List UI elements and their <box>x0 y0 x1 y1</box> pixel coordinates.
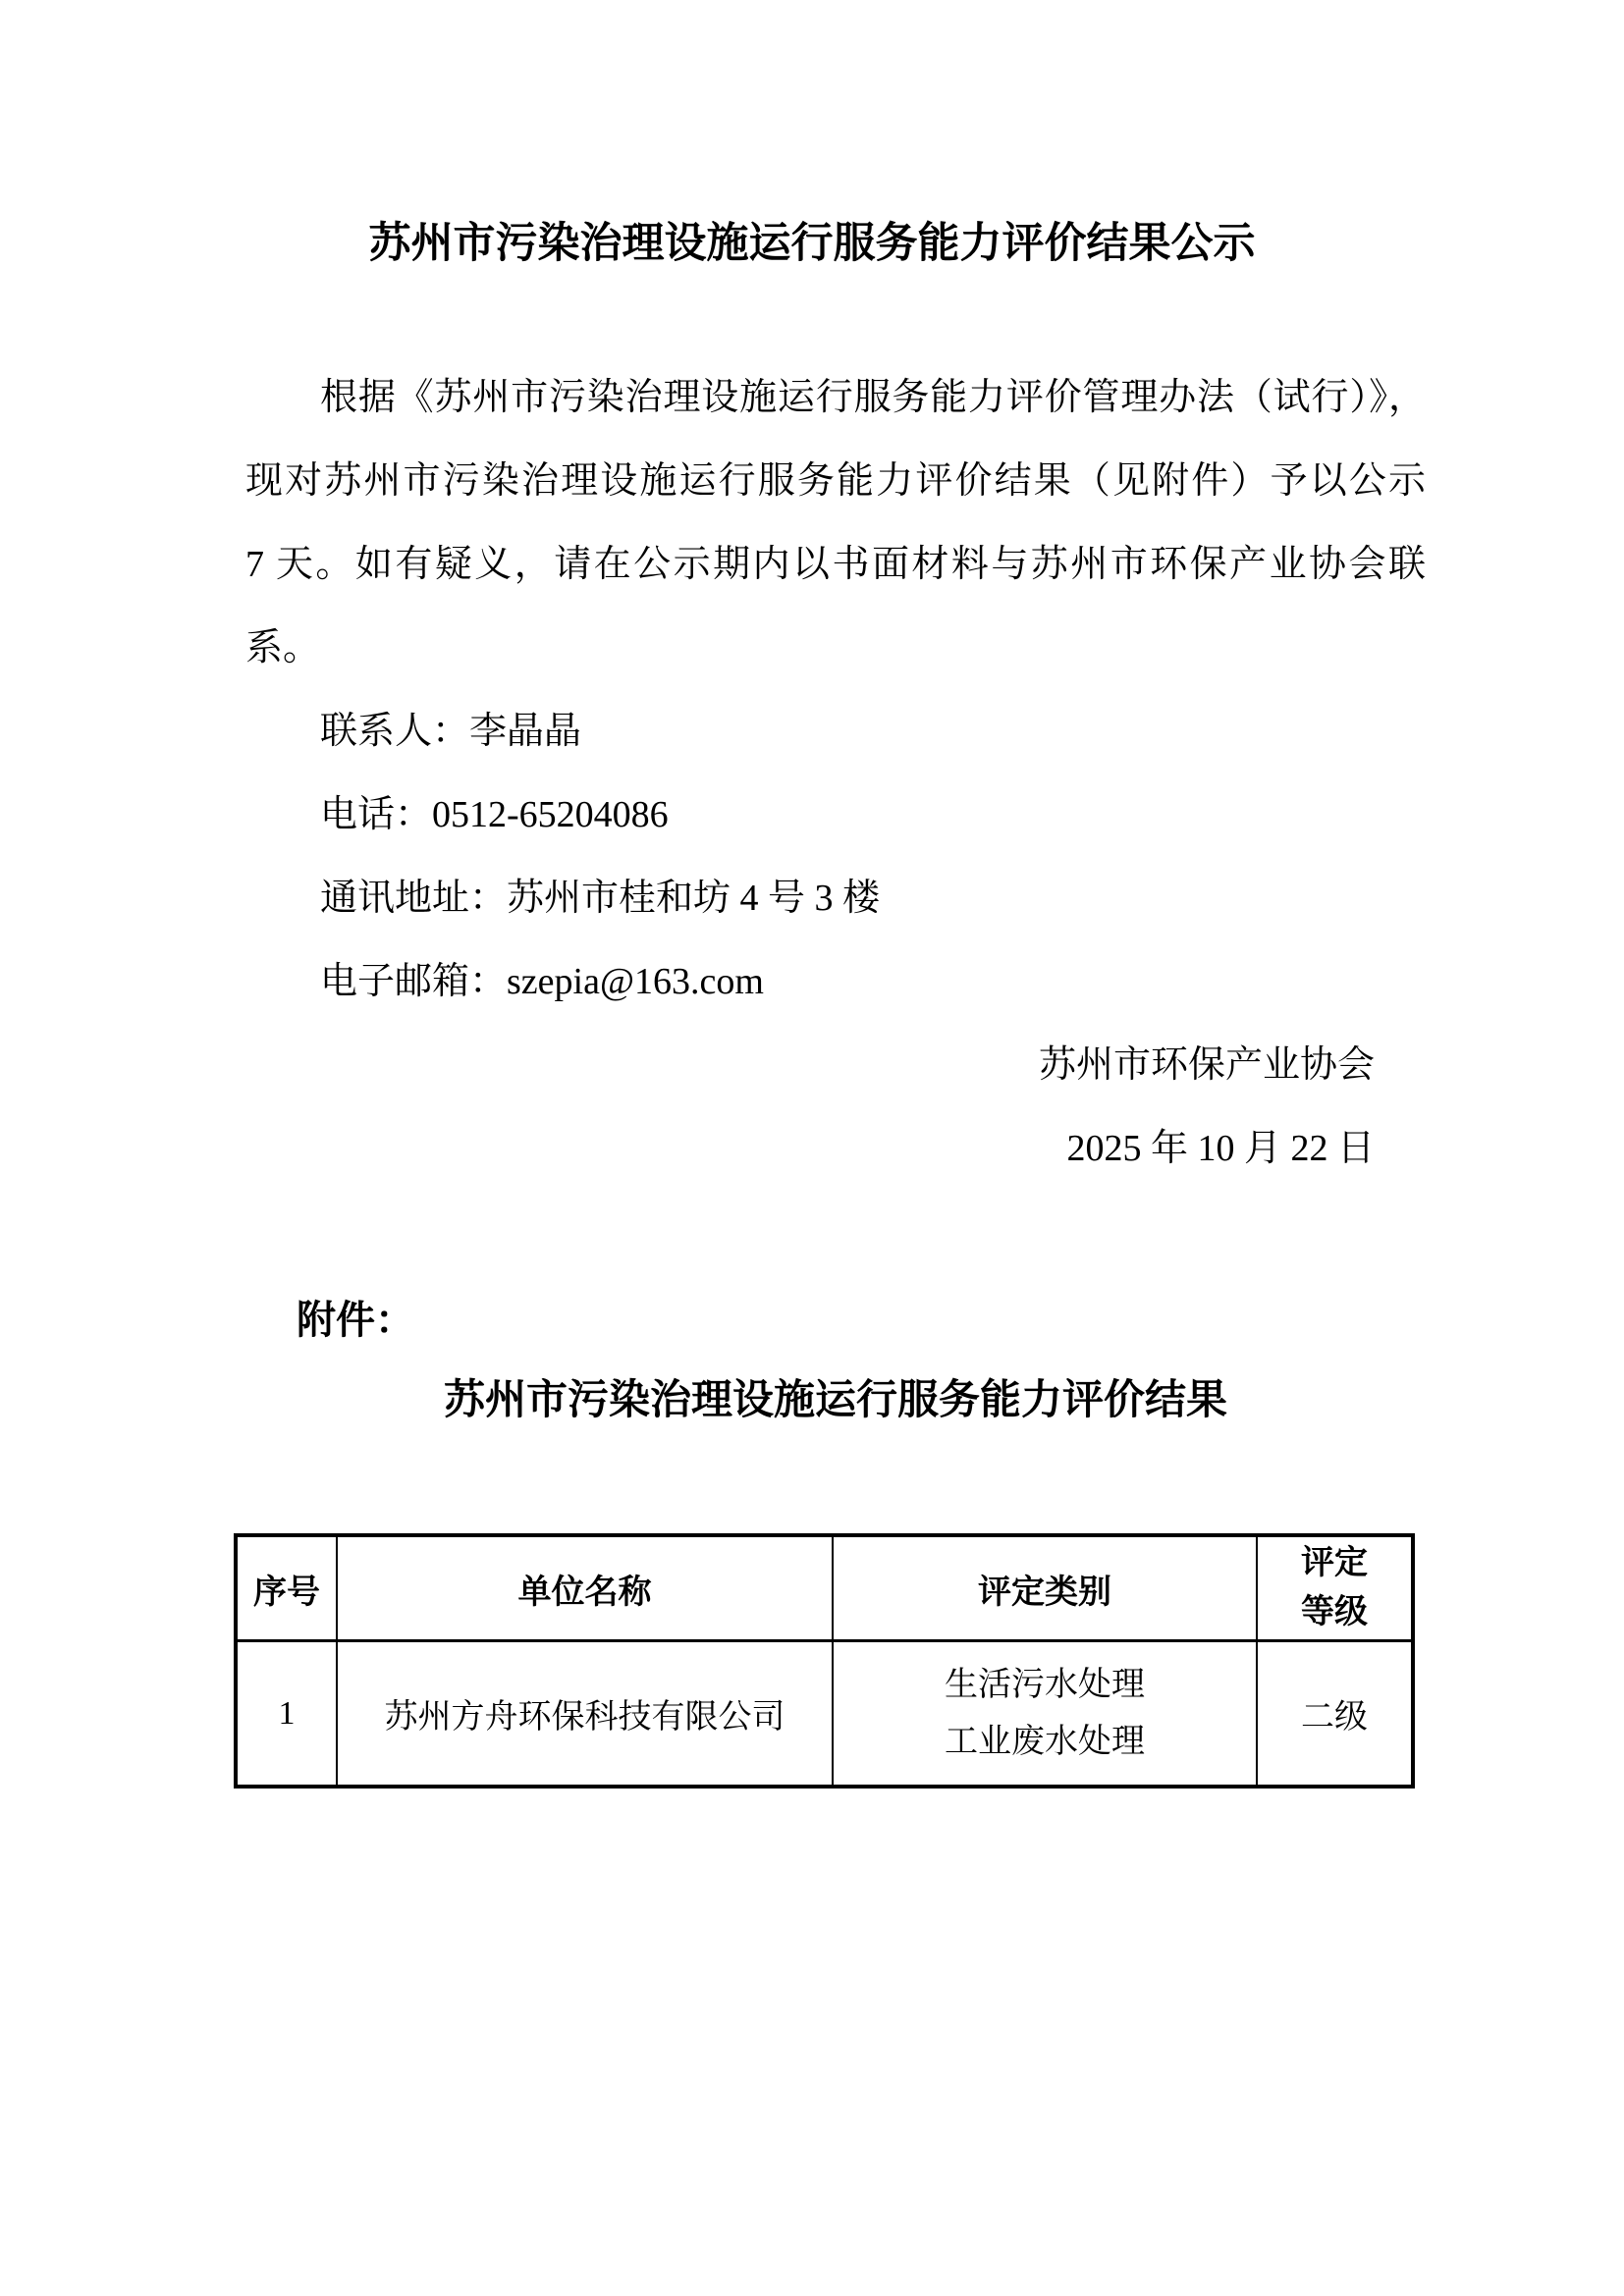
table-header-row <box>236 1535 1413 1641</box>
contact-person-line <box>245 690 1426 774</box>
contact-phone-label: 电话： <box>320 794 433 835</box>
contact-email-value: szepia@163.com <box>507 961 764 1002</box>
attachment-label: 附件： <box>297 1298 414 1342</box>
contact-email-label: 电子邮箱： <box>320 961 508 1002</box>
col-header-category: 评定类别 <box>833 1535 1257 1641</box>
col-header-company: 单位名称 <box>337 1535 833 1641</box>
paragraph-line: 7 天。如有疑义，请在公示期内以书面材料与苏州市环保产业协会联 <box>245 544 1426 585</box>
announcement-body <box>245 356 1426 1191</box>
cell-company: 苏州方舟环保科技有限公司 <box>337 1641 833 1788</box>
table-row <box>236 1641 1413 1788</box>
category-line: 生活污水处理 <box>945 1666 1145 1703</box>
contact-person-value: 李晶晶 <box>469 711 582 752</box>
document-title: 苏州市污染治理设施运行服务能力评价结果公示 <box>368 221 1256 267</box>
contact-email-line <box>245 940 1426 1024</box>
category-line: 工业废水处理 <box>945 1723 1145 1760</box>
signature-date: 2025 年 10 月 22 日 <box>1066 1128 1375 1169</box>
contact-phone-value: 0512-65204086 <box>432 794 669 835</box>
cell-index: 1 <box>236 1641 337 1788</box>
contact-phone-line <box>245 774 1426 857</box>
paragraph-line: 根据《苏州市污染治理设施运行服务能力评价管理办法（试行）》， <box>320 377 1426 418</box>
contact-person-label: 联系人： <box>320 711 470 752</box>
col-header-grade <box>1257 1535 1413 1641</box>
contact-address-line <box>245 857 1426 940</box>
paragraph-line: 系。 <box>245 627 321 668</box>
paragraph-line: 现对苏州市污染治理设施运行服务能力评价结果（见附件）予以公示 <box>245 460 1426 502</box>
col-header-grade-text: 评定等级 <box>1301 1545 1368 1630</box>
col-header-index: 序号 <box>236 1535 337 1641</box>
signature-org: 苏州市环保产业协会 <box>1038 1044 1375 1086</box>
results-table <box>234 1533 1415 1789</box>
contact-address-value: 苏州市桂和坊 4 号 3 楼 <box>507 878 881 919</box>
attachment-title: 苏州市污染治理设施运行服务能力评价结果 <box>443 1378 1227 1423</box>
cell-grade: 二级 <box>1257 1641 1413 1788</box>
cell-category <box>833 1641 1257 1788</box>
contact-address-label: 通讯地址： <box>320 878 508 919</box>
